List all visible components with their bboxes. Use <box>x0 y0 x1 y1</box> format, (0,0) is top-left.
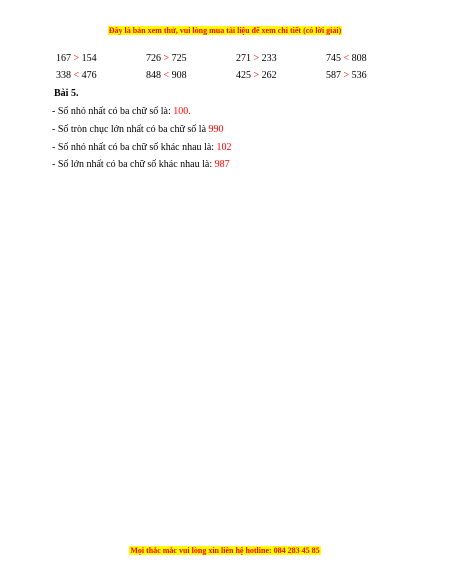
comparison-sign: > <box>163 53 170 64</box>
comparison-right: 233 <box>261 53 277 64</box>
comparison-right: 536 <box>351 70 367 81</box>
comparison-right: 808 <box>351 53 367 64</box>
answer-text: - Số tròn chục lớn nhất có ba chữ số là <box>52 124 209 135</box>
comparison-right: 476 <box>81 70 97 81</box>
comparison-right: 725 <box>171 53 187 64</box>
comparison-left: 338 <box>56 70 71 81</box>
hotline-text: Mọi thắc mắc vui lòng xin liên hệ hotline: 084 283 45 85 <box>130 546 320 555</box>
answer-value: 102 <box>216 142 232 153</box>
comparison-sign: > <box>253 53 260 64</box>
preview-notice-text: Đây là bản xem thử, vui lòng mua tài liệu để xem chi tiết (có lời giải) <box>108 26 342 35</box>
answer-line <box>52 123 224 137</box>
comparison-right: 154 <box>81 53 97 64</box>
comparison-left: 167 <box>56 53 71 64</box>
comparison-item <box>236 52 277 66</box>
answer-text: - Số nhỏ nhất có ba chữ số khác nhau là: <box>52 142 217 153</box>
comparison-sign: > <box>343 70 350 81</box>
comparison-left: 271 <box>236 53 251 64</box>
answer-value: 100 <box>173 106 189 117</box>
comparison-item <box>146 52 187 66</box>
answer-value: 990 <box>208 124 224 135</box>
answer-line <box>52 105 191 119</box>
comparison-item <box>56 69 97 83</box>
answer-line <box>52 158 230 172</box>
comparison-right: 262 <box>261 70 277 81</box>
comparison-item <box>326 69 367 83</box>
comparison-sign: > <box>73 53 80 64</box>
comparison-sign: > <box>253 70 260 81</box>
comparison-sign: < <box>343 53 350 64</box>
comparison-left: 745 <box>326 53 341 64</box>
answer-line <box>52 141 232 155</box>
comparison-item <box>236 69 277 83</box>
comparison-left: 726 <box>146 53 161 64</box>
answer-suffix: . <box>188 106 191 117</box>
comparison-right: 908 <box>171 70 187 81</box>
comparison-item <box>56 52 97 66</box>
comparison-left: 425 <box>236 70 251 81</box>
comparison-left: 848 <box>146 70 161 81</box>
comparison-item <box>146 69 187 83</box>
answer-text: - Số lớn nhất có ba chữ số khác nhau là: <box>52 159 215 170</box>
hotline-footer <box>0 546 450 556</box>
comparison-left: 587 <box>326 70 341 81</box>
comparison-sign: < <box>73 70 80 81</box>
preview-notice <box>0 26 450 36</box>
answer-value: 987 <box>214 159 230 170</box>
comparison-item <box>326 52 367 66</box>
answer-text: - Số nhỏ nhất có ba chữ số là: <box>52 106 174 117</box>
comparison-sign: < <box>163 70 170 81</box>
section-title: Bài 5. <box>54 88 79 99</box>
